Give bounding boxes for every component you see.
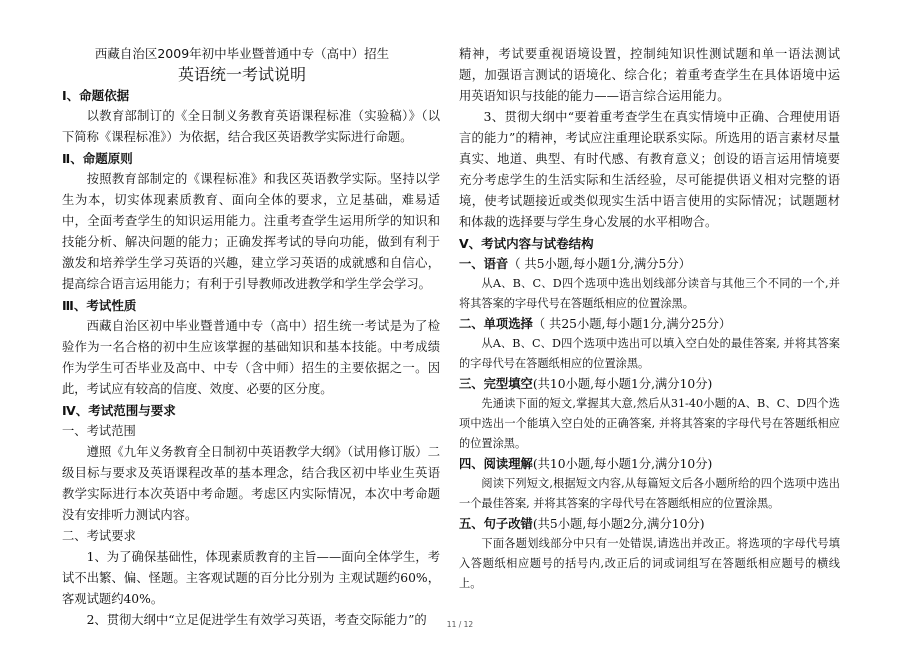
item-text-phonetics: 从A、B、C、D四个选项中选出划线部分读音与其他三个不同的一个,并将其答案的字母代号在答题纸相应的位置涂黑。	[459, 277, 840, 310]
item-text-single-choice: 从A、B、C、D四个选项中选出可以填入空白处的最佳答案, 并将其答案的字母代号在答题纸相应的位置涂黑。	[459, 337, 840, 370]
right-column	[459, 44, 840, 594]
subsection-heading-requirements: 二、考试要求	[62, 529, 136, 543]
section-heading-1: Ⅰ、命题依据	[62, 88, 130, 103]
item-number: 二、	[459, 317, 484, 331]
section-heading-2: Ⅱ、命题原则	[62, 151, 133, 166]
requirement-2-start: 2、贯彻大纲中“立足促进学生有效学习英语，考查交际能力”的	[86, 613, 427, 627]
document-title-line2: 英语统一考试说明	[177, 65, 306, 84]
section-heading-3: Ⅲ、考试性质	[62, 298, 137, 313]
item-heading-phonetics	[459, 254, 840, 274]
section-text-2: 按照教育部制定的《课程标准》和我区英语教学实际。坚持以学生为本，切实体现素质教育、面向全体的要求，立足基础，难易适中，全面考查学生的知识运用能力。注重考查学生运用所学的知识和技能分析、解决问题的能力；正确发挥考试的导向功能，做到有利于激发和培养学生学习英语的兴趣，建立学习英语的成就感和自信心，提高综合语言运用能力；有利于引导教师改进教学和学生学会学习。	[62, 172, 440, 291]
section-text-1: 以教育部制订的《全日制义务教育英语课程标准（实验稿）》（以下简称《课程标准》）为依据，结合我区英语教学实际进行命题。	[62, 109, 440, 144]
page-number: 11 / 12	[446, 620, 474, 629]
item-name: 语音	[483, 257, 509, 271]
requirement-2-continued: 精神，考试要重视语境设置，控制纯知识性测试题和单一语法测试题，加强语言测试的语境化、综合化；着重考查学生在具体语境中运用英语知识与技能的能力——语言综合运用能力。	[459, 47, 840, 103]
section-text-3: 西藏自治区初中毕业暨普通中专（高中）招生统一考试是为了检验作为一名合格的初中生应该掌握的基础知识和基本技能。中考成绩作为学生可否毕业及高中、中专（含中师）招生的主要依据之一。因此，考试应有较高的信度、效度、必要的区分度。	[62, 319, 440, 396]
item-text-cloze: 先通读下面的短文,掌握其大意,然后从31-40小题的A、B、C、D四个选项中选出一个能填入空白处的正确答案, 并将其答案的字母代号在答题纸相应的位置涂黑。	[459, 397, 840, 450]
item-name: 单项选择	[483, 317, 533, 331]
document-title-line1: 西藏自治区2009年初中毕业暨普通中专（高中）招生	[94, 46, 390, 61]
item-name: 句子改错	[483, 517, 533, 531]
item-heading-cloze	[459, 374, 840, 394]
item-heading-reading	[459, 454, 840, 474]
section-heading-5: Ⅴ、考试内容与试卷结构	[459, 236, 594, 251]
item-info: （ 共25小题,每小题1分,满分25分）	[532, 317, 732, 331]
section-heading-4: Ⅳ、考试范围与要求	[62, 403, 176, 418]
item-name: 阅读理解	[483, 457, 533, 471]
left-column	[62, 44, 440, 631]
item-text-error-correction: 下面各题划线部分中只有一处错误,请选出并改正。将选项的字母代号填入答题纸相应题号的括号内,改正后的词或词组写在答题纸相应题号的横线上。	[459, 537, 840, 590]
item-info: (共10小题,每小题1分,满分10分)	[532, 457, 713, 471]
item-number: 一、	[459, 257, 484, 271]
item-heading-single-choice	[459, 314, 840, 334]
item-number: 四、	[459, 457, 484, 471]
item-text-reading: 阅读下列短文,根据短文内容,从每篇短文后各小题所给的四个选项中选出一个最佳答案, 并将其答案的字母代号在答题纸相应的位置涂黑。	[459, 477, 840, 510]
requirement-3: 3、贯彻大纲中“要着重考查学生在真实情境中正确、合理使用语言的能力”的精神，考试应注重理论联系实际。所选用的语言素材尽量真实、地道、典型、有时代感、有教育意义；创设的语言运用情境要充分考虑学生的生活实际和生活经验，尽可能提供语义相对完整的语境，使考试题接近或类似现实生活中语言使用的实际情况；试题题材和体裁的选择要与学生身心发展的水平相吻合。	[459, 110, 840, 229]
subsection-text-scope: 遵照《九年义务教育全日制初中英语教学大纲》（试用修订版）二级目标与要求及英语课程改革的基本理念，结合我区初中毕业生英语教学实际进行本次英语中考命题。考虑区内实际情况，本次中考命题没有安排听力测试内容。	[62, 445, 440, 522]
subsection-heading-scope: 一、考试范围	[62, 424, 136, 438]
item-info: （ 共5小题,每小题1分,满分5分）	[508, 257, 691, 271]
item-heading-error-correction	[459, 514, 840, 534]
item-number: 三、	[459, 377, 484, 391]
requirement-1: 1、为了确保基础性，体现素质教育的主旨——面向全体学生，考试不出繁、偏、怪题。主客观试题的百分比分别为 主观试题约60%，客观试题约40%。	[62, 550, 440, 606]
item-number: 五、	[459, 517, 484, 531]
item-info: (共5小题,每小题2分,满分10分)	[532, 517, 705, 531]
item-name: 完型填空	[483, 377, 533, 391]
item-info: (共10小题,每小题1分,满分10分)	[532, 377, 713, 391]
